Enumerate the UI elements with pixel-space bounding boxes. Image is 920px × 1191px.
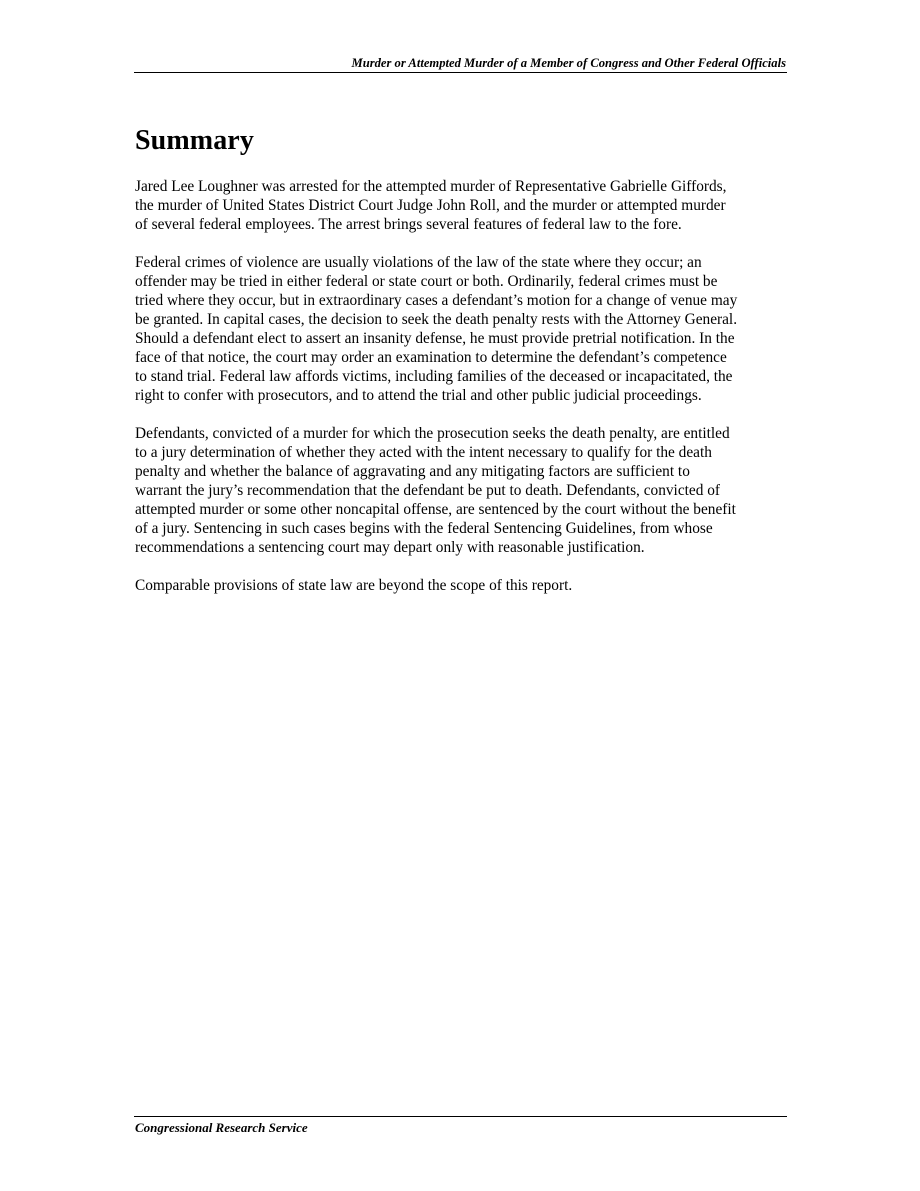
footer-divider — [134, 1116, 787, 1117]
text-line: penalty and whether the balance of aggravating and any mitigating factors are sufficient to — [135, 463, 690, 480]
running-footer: Congressional Research Service — [135, 1120, 308, 1135]
text-line: Federal crimes of violence are usually violations of the law of the state where they occur; an — [135, 254, 702, 271]
text-line: to a jury determination of whether they acted with the intent necessary to qualify for the death — [135, 444, 712, 461]
text-line: Comparable provisions of state law are beyond the scope of this report. — [135, 577, 573, 594]
text-line: tried where they occur, but in extraordinary cases a defendant’s motion for a change of venue may — [135, 292, 738, 309]
text-line: warrant the jury’s recommendation that the defendant be put to death. Defendants, convicted of — [135, 482, 720, 499]
header-divider — [134, 72, 787, 73]
running-header: Murder or Attempted Murder of a Member of Congress and Other Federal Officials — [351, 56, 786, 70]
text-line: to stand trial. Federal law affords victims, including families of the deceased or incapacitated, the — [135, 368, 733, 385]
text-line: Defendants, convicted of a murder for which the prosecution seeks the death penalty, are entitled — [135, 425, 730, 442]
text-line: face of that notice, the court may order an examination to determine the defendant’s competence — [135, 349, 727, 366]
text-line: Jared Lee Loughner was arrested for the attempted murder of Representative Gabrielle Giffords, — [135, 178, 727, 195]
paragraph-2 — [135, 253, 788, 405]
text-line: offender may be tried in either federal or state court or both. Ordinarily, federal crimes must be — [135, 273, 718, 290]
text-line: be granted. In capital cases, the decision to seek the death penalty rests with the Attorney General. — [135, 311, 738, 328]
text-line: of several federal employees. The arrest brings several features of federal law to the fore. — [135, 216, 682, 233]
text-line: attempted murder or some other noncapital offense, are sentenced by the court without the benefit — [135, 501, 736, 518]
text-line: the murder of United States District Court Judge John Roll, and the murder or attempted murder — [135, 197, 726, 214]
summary-body — [135, 177, 788, 614]
paragraph-3 — [135, 424, 788, 557]
paragraph-1 — [135, 177, 788, 234]
text-line: right to confer with prosecutors, and to attend the trial and other public judicial proceedings. — [135, 387, 702, 404]
text-line: recommendations a sentencing court may depart only with reasonable justification. — [135, 539, 645, 556]
paragraph-4 — [135, 576, 788, 595]
text-line: Should a defendant elect to assert an insanity defense, he must provide pretrial notification. In the — [135, 330, 735, 347]
section-title: Summary — [135, 125, 254, 156]
text-line: of a jury. Sentencing in such cases begins with the federal Sentencing Guidelines, from whose — [135, 520, 713, 537]
